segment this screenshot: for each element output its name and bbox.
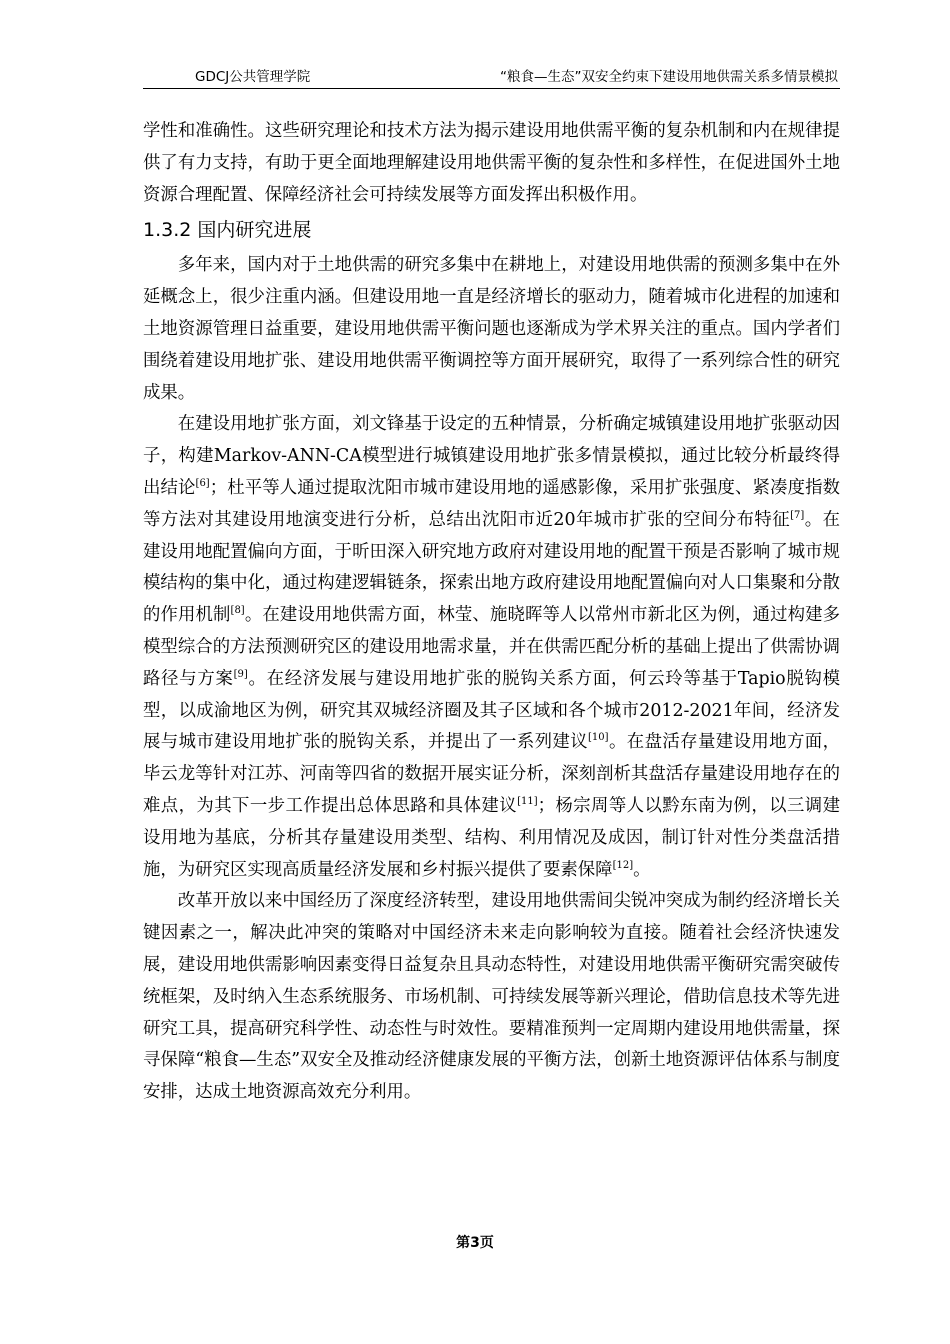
citation-9: [9] — [233, 668, 248, 680]
citation-12: [12] — [612, 859, 634, 871]
header-institution: GDCJ公共管理学院 — [195, 69, 311, 85]
paragraph-3: 改革开放以来中国经历了深度经济转型，建设用地供需间尖锐冲突成为制约经济增长关键因素之一，解决此冲突的策略对中国经济未来走向影响较为直接。随着社会经济快速发展，建设用地供需影响因素变得日益复杂且具动态特性，对建设用地供需平衡研究需突破传统框架，及时纳入生态系统服务、市场机制、可持续发展等新兴理论，借助信息技术等先进研究工具，提高研究科学性、动态性与时效性。要精准预判一定周期内建设用地供需量，探寻保障“粮食—生态”双安全及推动经济健康发展的平衡方法，创新土地资源评估体系与制度安排，达成土地资源高效充分利用。 — [143, 891, 840, 1103]
text-segment: 。 — [633, 859, 651, 880]
citation-7: [7] — [790, 509, 805, 521]
section-heading: 1.3.2 国内研究进展 — [143, 219, 312, 242]
continuation-paragraph: 学性和准确性。这些研究理论和技术方法为揭示建设用地供需平衡的复杂机制和内在规律提供了有力支持，有助于更全面地理解建设用地供需平衡的复杂性和多样性，在促进国外土地资源合理配置、保障经济社会可持续发展等方面发挥出积极作用。 — [143, 121, 840, 205]
text-segment: ；杜平等人通过提取沈阳市城市建设用地的遥感影像，采用扩张强度、紧凑度指数等方法对其建设用地演变进行分析，总结出沈阳市近20年城市扩张的空间分布特征 — [143, 477, 840, 530]
text-segment: 。在建设用地供需方面，林莹、施晓晖等人以常州市新北区为例，通过构建多模型综合的方法预测研究区的建设用地需求量，并在供需匹配分析的基础上提出了供需协调路径与方案 — [143, 605, 840, 689]
text-segment: 在建设用地扩张方面，刘文锋基于设定的五种情景，分析确定城镇建设用地扩张驱动因子，构建Markov-ANN-CA模型进行城镇建设用地扩张多情景模拟，通过比较分析最终得出结论 — [143, 414, 840, 498]
page-header — [143, 62, 840, 89]
citation-11: [11] — [517, 796, 538, 808]
citation-6: [6] — [195, 478, 210, 490]
page-number: 第3页 — [456, 1235, 494, 1251]
citation-10: [10] — [588, 732, 609, 744]
page-content — [143, 116, 840, 1109]
paragraph-2 — [143, 409, 840, 886]
text-segment: 。在经济发展与建设用地扩张的脱钩关系方面，何云玲等基于Tapio脱钩模型，以成渝地区为例，研究其双城经济圈及其子区域和各个城市2012-2021年间，经济发展与城市建设用地扩张的脱钩关系，并提出了一系列建议 — [143, 668, 840, 753]
citation-8: [8] — [230, 605, 245, 617]
text-segment: 。在建设用地配置偏向方面，于昕田深入研究地方政府对建设用地的配置干预是否影响了城市规模结构的集中化，通过构建逻辑链条，探索出地方政府建设用地配置偏向对人口集聚和分散的作用机制 — [143, 509, 840, 626]
text-segment: 。在盘活存量建设用地方面，毕云龙等针对江苏、河南等四省的数据开展实证分析，深刻剖析其盘活存量建设用地存在的难点，为其下一步工作提出总体思路和具体建议 — [143, 732, 840, 816]
header-title: “粮食—生态”双安全约束下建设用地供需关系多情景模拟 — [500, 69, 838, 85]
text-segment: ；杨宗周等人以黔东南为例，以三调建设用地为基底，分析其存量建设用类型、结构、利用情况及成因，制订针对性分类盘活措施，为研究区实现高质量经济发展和乡村振兴提供了要素保障 — [143, 795, 840, 880]
paragraph-1: 多年来，国内对于土地供需的研究多集中在耕地上，对建设用地供需的预测多集中在外延概念上，很少注重内涵。但建设用地一直是经济增长的驱动力，随着城市化进程的加速和土地资源管理日益重要，建设用地供需平衡问题也逐渐成为学术界关注的重点。国内学者们围绕着建设用地扩张、建设用地供需平衡调控等方面开展研究，取得了一系列综合性的研究成果。 — [143, 255, 840, 403]
